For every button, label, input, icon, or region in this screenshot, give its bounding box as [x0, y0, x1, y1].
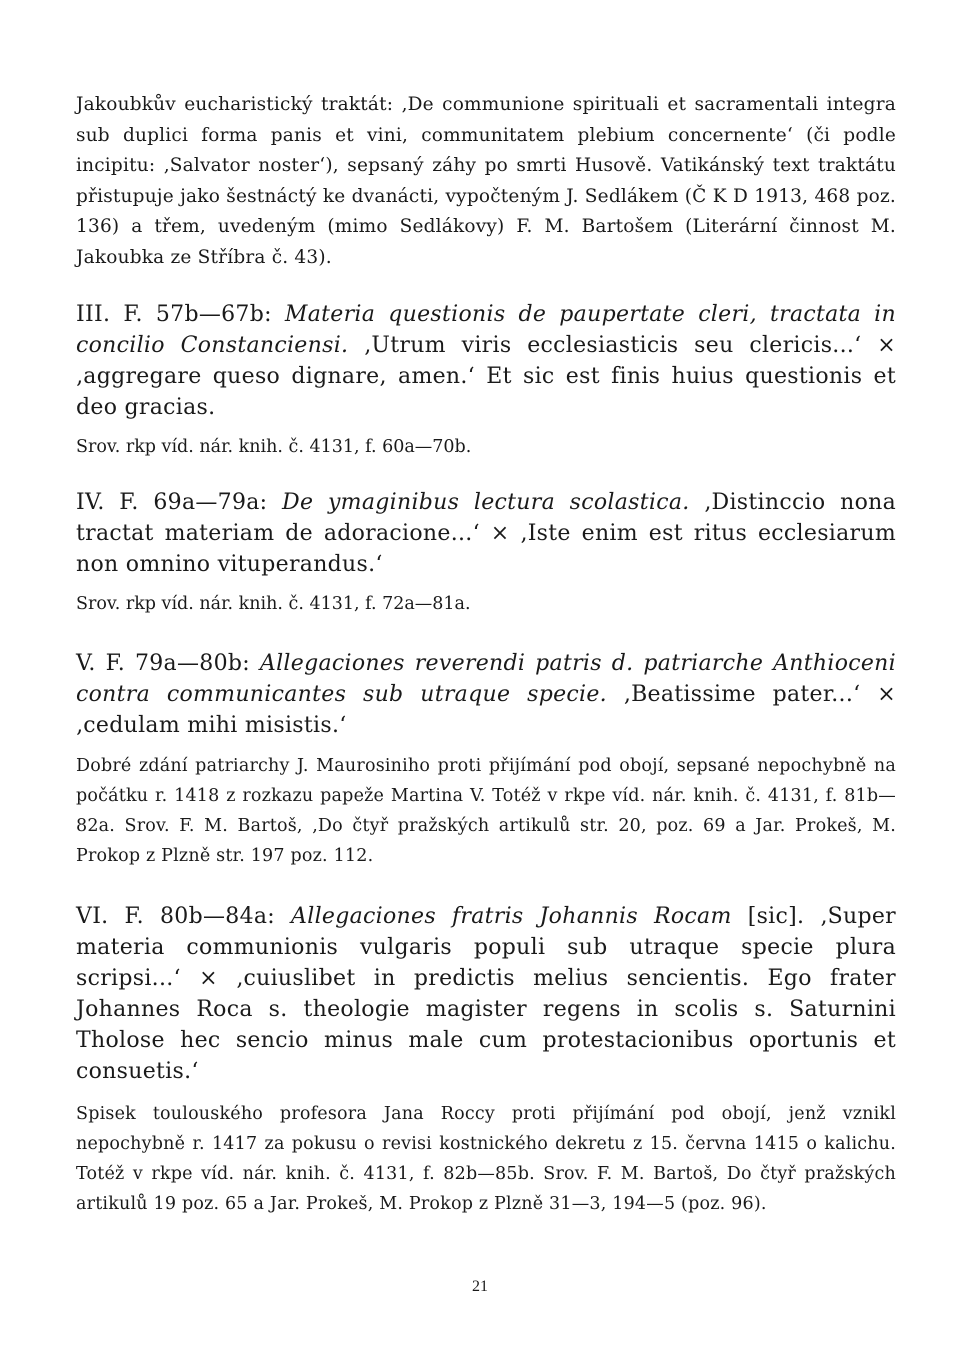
- section-iv: [76, 487, 896, 580]
- section-vi-heading: VI. F. 80b—84a:: [76, 904, 292, 929]
- section-iv-title: De ymaginibus lectura scolastica.: [282, 490, 690, 515]
- section-iv-text: ‚Distinccio nona tractat materiam de adoracione...‘ × ‚Iste enim est ritus ecclesiarum non omnino vituperandus.‘: [76, 490, 896, 577]
- section-v-title: Allegaciones reverendi patris d. patriarche Anthioceni contra communicantes sub utraque specie.: [76, 651, 896, 707]
- section-vi-title: Allegaciones fratris Johannis Rocam: [291, 904, 732, 929]
- section-vi: [76, 901, 896, 1087]
- intro-paragraph: Jakoubkův eucharistický traktát: ‚De communione spirituali et sacramentali integra sub duplici forma panis et vini, communitatem plebium concernente‘ (či podle incipitu: ‚Salvator noster‘), sepsaný záhy po smrti Husově. Vatikánský text traktátu přistupuje jako šestnáctý ke dvanácti, vypočteným J. Sedlákem (Č K D 1913, 468 poz. 136) a třem, uvedeným (mimo Sedlákovy) F. M. Bartošem (Literární činnost M. Jakoubka ze Stříbra č. 43).: [76, 94, 896, 268]
- section-v-note: Dobré zdání patriarchy J. Maurosiniho proti přijímání pod obojí, sepsané nepochybně na počátku r. 1418 z rozkazu papeže Martina V. Totéž v rkpe víd. nár. knih. č. 4131, f. 81b—82a. Srov. F. M. Bartoš, ‚Do čtyř pražských artikulů str. 20, poz. 69 a Jar. Prokeš, M. Prokop z Plzně str. 197 poz. 112.: [76, 756, 896, 866]
- section-iii: [76, 299, 896, 423]
- section-v-heading: V. F. 79a—80b:: [76, 651, 260, 676]
- page-body: [76, 90, 896, 1219]
- section-iii-reference: Srov. rkp víd. nár. knih. č. 4131, f. 60a—70b.: [76, 437, 472, 457]
- page-number: 21: [472, 1278, 488, 1295]
- section-v: [76, 648, 896, 741]
- section-iv-reference: Srov. rkp víd. nár. knih. č. 4131, f. 72a—81a.: [76, 594, 471, 614]
- section-iii-text: ‚Utrum viris ecclesiasticis seu clericis...‘ × ‚aggregare queso dignare, amen.‘ Et sic est finis huius questionis et deo gracias.: [76, 333, 896, 420]
- section-v-text: ‚Beatissime pater...‘ × ‚cedulam mihi misistis.‘: [76, 682, 896, 738]
- section-iii-heading: III. F. 57b—67b:: [76, 302, 285, 327]
- section-vi-text: [sic]. ‚Super materia communionis vulgaris populi sub utraque specie plura scripsi...‘ × ‚cuiuslibet in predictis melius sencientis. Ego frater Johannes Roca s. theologie magister regens in scolis s. Saturnini Tholose hec sencio minus male cum protestacionibus oportunis et consuetis.‘: [76, 904, 896, 1084]
- section-iv-heading: IV. F. 69a—79a:: [76, 490, 283, 515]
- section-vi-note: Spisek toulouského profesora Jana Roccy proti přijímání pod obojí, jenž vznikl nepochybně r. 1417 za pokusu o revisi kostnického dekretu z 15. června 1415 o kalichu. Totéž v rkpe víd. nár. knih. č. 4131, f. 82b—85b. Srov. F. M. Bartoš, Do čtyř pražských artikulů 19 poz. 65 a Jar. Prokeš, M. Prokop z Plzně 31—3, 194—5 (poz. 96).: [76, 1104, 896, 1214]
- section-iii-title: Materia questionis de paupertate cleri, tractata in concilio Constanciensi.: [76, 302, 896, 358]
